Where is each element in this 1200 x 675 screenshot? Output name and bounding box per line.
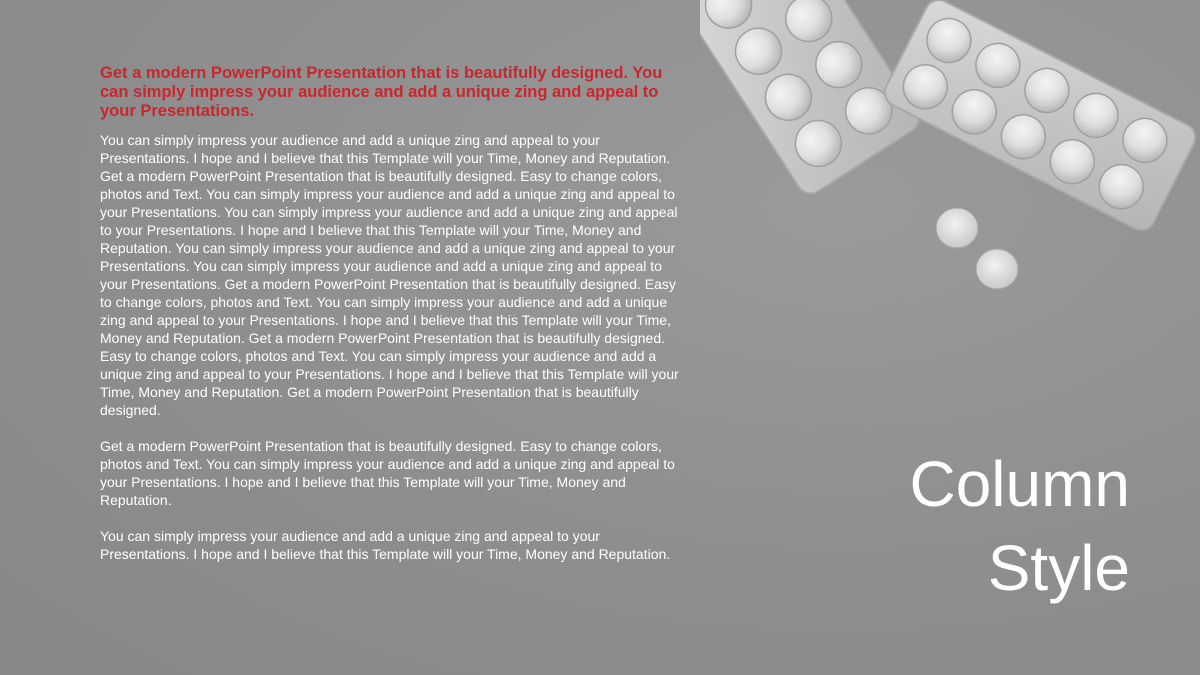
body-paragraph-1: You can simply impress your audience and add a unique zing and appeal to your Presentations. I hope and I believe that this Template will your Time, Money and Reputation. Get a modern PowerPoint Presentation that is beautifully designed. Easy to change colors, photos and Text. You can simply impress your audience and add a unique zing and appeal to your Presentations. You can simply impress your audience and add a unique zing and appeal to your Presentations. I hope and I believe that this Template will your Time, Money and Reputation. You can simply impress your audience and add a unique zing and appeal to your Presentations. You can simply impress your audience and add a unique zing and appeal to your Presentations. Get a modern PowerPoint Presentation that is beautifully designed. Easy to change colors, photos and Text. You can simply impress your audience and add a unique zing and appeal to your Presentations. I hope and I believe that this Template will your Time, Money and Reputation. Get a modern PowerPoint Presentation that is beautifully designed. Easy to change colors, photos and Text. You can simply impress your audience and add a unique zing and appeal to your Presentations. I hope and I believe that this Template will your Time, Money and Reputation. Get a modern PowerPoint Presentation that is beautifully designed. <box>100 132 679 418</box>
pills-image <box>700 0 1200 310</box>
slide-title-line-1: Column <box>909 448 1130 520</box>
body-paragraph-2: Get a modern PowerPoint Presentation that is beautifully designed. Easy to change colors, photos and Text. You can simply impress your audience and add a unique zing and appeal to your Presentations. I hope and I believe that this Template will your Time, Money and Reputation. <box>100 438 675 508</box>
slide-title <box>909 442 1130 610</box>
headline: Get a modern PowerPoint Presentation that is beautifully designed. You can simply impress your audience and add a unique zing and appeal to your Presentations. <box>100 64 663 120</box>
body-paragraph-3: You can simply impress your audience and add a unique zing and appeal to your Presentations. I hope and I believe that this Template will your Time, Money and Reputation. <box>100 528 671 562</box>
slide-title-line-2: Style <box>987 532 1130 604</box>
text-column <box>100 64 685 581</box>
